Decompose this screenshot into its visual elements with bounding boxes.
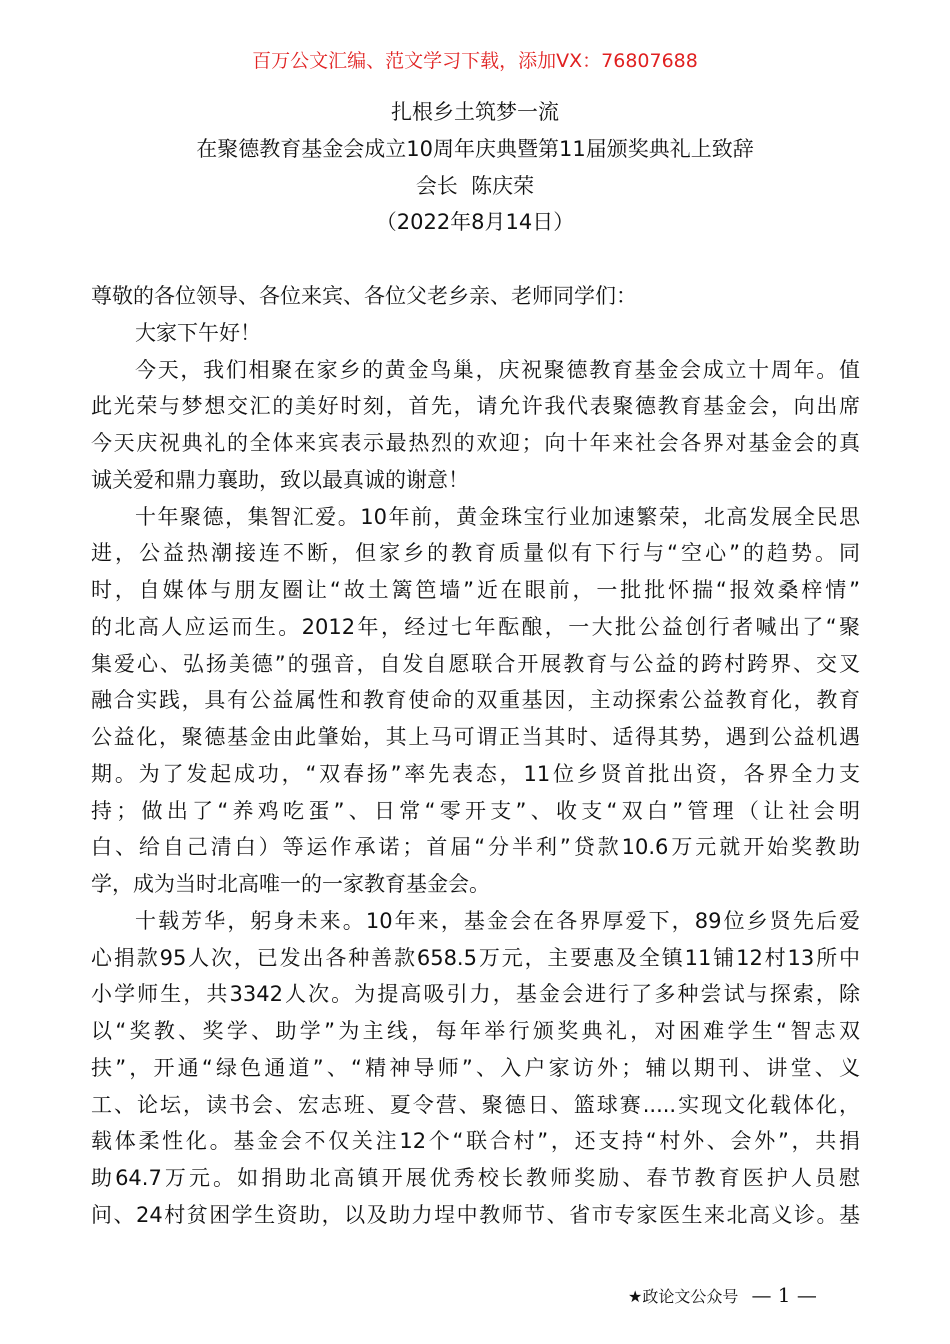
paragraph-line: 诚关爱和鼎力襄助，致以最真诚的谢意！ — [91, 467, 469, 492]
document-subtitle: 在聚德教育基金会成立10周年庆典暨第11届颁奖典礼上致辞 — [196, 137, 754, 161]
paragraph-line: 扶”，开通“绿色通道”、“精神导师”、入户家访外；辅以期刊、讲堂、义 — [91, 1055, 860, 1080]
speaker-line: 会长 陈庆荣 — [415, 174, 535, 198]
paragraph-line: 问、24村贫困学生资助，以及助力埕中教师节、省市专家医生来北高义诊。基 — [91, 1202, 860, 1227]
footer-source: ★政论文公众号 — [628, 1287, 739, 1306]
paragraph-line: 工、论坛，读书会、宏志班、夏令营、聚德日、篮球赛.....实现文化载体化， — [91, 1092, 860, 1117]
paragraph — [91, 356, 860, 503]
paragraph-line: 的北高人应运而生。2012年，经过七年酝酿，一大批公益创行者喊出了“聚 — [91, 614, 860, 639]
paragraph-line: 进，公益热潮接连不断，但家乡的教育质量似有下行与“空心”的趋势。同 — [91, 541, 860, 566]
page-footer — [628, 1283, 817, 1307]
paragraph-line: 此光荣与梦想交汇的美好时刻，首先，请允许我代表聚德教育基金会，向出席 — [91, 394, 860, 419]
paragraph-line: 十载芳华，躬身未来。10年来，基金会在各界厚爱下，89位乡贤先后爱 — [135, 908, 860, 933]
paragraph — [91, 907, 860, 1238]
document-body — [91, 282, 860, 1238]
paragraph-line: 持；做出了“养鸡吃蛋”、日常“零开支”、收支“双白”管理（让社会明 — [91, 798, 860, 823]
paragraph-line: 白、给自己清白）等运作承诺；首届“分半利”贷款10.6万元就开始奖教助 — [91, 835, 860, 860]
paragraph-line: 融合实践，具有公益属性和教育使命的双重基因，主动探索公益教育化，教育 — [91, 688, 860, 713]
document-title: 扎根乡土筑梦一流 — [391, 100, 559, 124]
paragraph-line: 以“奖教、奖学、助学”为主线，每年举行颁奖典礼，对困难学生“智志双 — [91, 1019, 860, 1043]
watermark-banner: 百万公文汇编、范文学习下载，添加VX：76807688 — [252, 50, 698, 72]
salutation: 尊敬的各位领导、各位来宾、各位父老乡亲、老师同学们： — [91, 284, 637, 308]
paragraph-line: 时，自媒体与朋友圈让“故土篱笆墙”近在眼前，一批批怀揣“报效桑梓情” — [91, 578, 860, 602]
paragraph-line: 集爱心、弘扬美德”的强音，自发自愿联合开展教育与公益的跨村跨界、交叉 — [91, 651, 860, 676]
paragraph-line: 载体柔性化。基金会不仅关注12个“联合村”，还支持“村外、会外”，共捐 — [91, 1129, 860, 1154]
greeting: 大家下午好！ — [135, 320, 261, 345]
paragraph-line: 小学师生，共3342人次。为提高吸引力，基金会进行了多种尝试与探索，除 — [91, 982, 860, 1007]
paragraph-line: 公益化，聚德基金由此肇始，其上马可谓正当其时、适得其势，遇到公益机遇 — [91, 725, 860, 749]
paragraph-line: 今天，我们相聚在家乡的黄金鸟巢，庆祝聚德教育基金会成立十周年。值 — [135, 357, 860, 382]
paragraph-line: 助64.7万元。如捐助北高镇开展优秀校长教师奖励、春节教育医护人员慰 — [91, 1166, 860, 1190]
page-number: — 1 — — [751, 1283, 817, 1307]
paragraph — [91, 503, 860, 907]
speech-date: （2022年8月14日） — [375, 210, 575, 234]
paragraph-line: 今天庆祝典礼的全体来宾表示最热烈的欢迎；向十年来社会各界对基金会的真 — [91, 431, 860, 455]
paragraph-line: 学，成为当时北高唯一的一家教育基金会。 — [91, 872, 490, 896]
paragraph-line: 十年聚德，集智汇爱。10年前，黄金珠宝行业加速繁荣，北高发展全民思 — [135, 504, 860, 529]
paragraph-line: 期。为了发起成功，“双春扬”率先表态，11位乡贤首批出资，各界全力支 — [91, 761, 860, 786]
paragraph-line: 心捐款95人次，已发出各种善款658.5万元，主要惠及全镇11铺12村13所中 — [91, 945, 860, 970]
